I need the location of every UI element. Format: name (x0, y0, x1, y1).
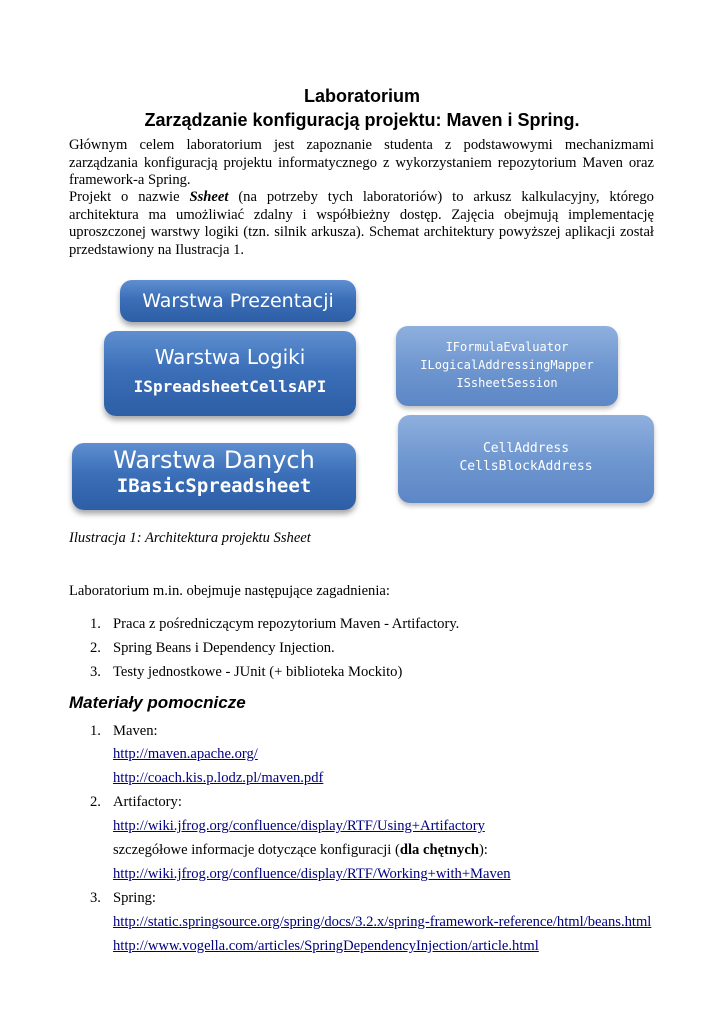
project-name: Ssheet (189, 189, 229, 205)
intro-paragraph-1 (69, 137, 654, 190)
intro-p1-line: framework-a Spring. (69, 172, 191, 188)
details-post: ): (478, 842, 488, 858)
spring-beans-link[interactable]: http://static.springsource.org/spring/docs/3.2.x/spring-framework-reference/html/beans.html (113, 914, 652, 930)
list-item: 3. Spring: (90, 890, 156, 906)
intro-paragraph-2 (69, 189, 654, 259)
intro-p2-line: architektura ma umożliwiać zdalny i współbieżny dostęp. Zajęcia obejmują implementację (69, 206, 654, 223)
architecture-diagram (68, 278, 658, 516)
list-item-text: Artifactory: (113, 794, 182, 810)
list-item: 1. Praca z pośredniczącym repozytorium Maven - Artifactory. (90, 616, 460, 632)
data-layer-api: IBasicSpreadsheet (116, 475, 312, 497)
list-item-text: Maven: (113, 723, 158, 739)
details-text (113, 842, 488, 859)
list-item-text: Spring: (113, 890, 156, 906)
data-layer-box (72, 443, 356, 510)
intro-p2-line: uproszczonej warstwy logiki (tzn. silnik arkusza). Schemat architektury powyższej aplikacji został (69, 224, 654, 240)
list-item-text: Testy jednostkowe - JUnit (+ biblioteka Mockito) (113, 664, 403, 680)
topics-intro: Laboratorium m.in. obejmuje następujące zagadnienia: (69, 583, 390, 599)
interface-label: IFormulaEvaluator (445, 340, 569, 354)
data-layer-label: Warstwa Danych (113, 446, 315, 474)
list-item: 2. Artifactory: (90, 794, 182, 810)
artifactory-link[interactable]: http://wiki.jfrog.org/confluence/display/RTF/Using+Artifactory (113, 818, 485, 834)
presentation-layer-box (120, 280, 356, 322)
intro-p2-first-line (69, 189, 654, 207)
figure-caption: Ilustracja 1: Architektura projektu Ssheet (69, 530, 311, 546)
materials-heading: Materiały pomocnicze (69, 693, 246, 712)
details-bold: dla chętnych (399, 842, 479, 858)
list-item: 2. Spring Beans i Dependency Injection. (90, 640, 335, 656)
maven-pdf-link[interactable]: http://coach.kis.p.lodz.pl/maven.pdf (113, 770, 324, 786)
maven-link[interactable]: http://maven.apache.org/ (113, 746, 258, 762)
list-item-text: Praca z pośredniczącym repozytorium Maven - Artifactory. (113, 616, 460, 632)
document-title-line2: Zarządzanie konfiguracją projektu: Maven i Spring. (144, 110, 580, 130)
intro-p1-line: Głównym celem laboratorium jest zapoznanie studenta z podstawowymi mechanizmami (69, 137, 654, 153)
interface-label: ILogicalAddressingMapper (420, 358, 594, 372)
list-item-text: Spring Beans i Dependency Injection. (113, 640, 335, 656)
intro-p2-post: (na potrzeby tych laboratoriów) to arkusz kalkulacyjny, którego (238, 189, 654, 205)
logic-layer-box (104, 331, 356, 416)
interface-label: ISsheetSession (456, 376, 558, 390)
logic-layer-label: Warstwa Logiki (154, 345, 306, 369)
artifactory-maven-link[interactable]: http://wiki.jfrog.org/confluence/display/RTF/Working+with+Maven (113, 866, 511, 882)
intro-p2-line: przedstawiony na Ilustracja 1. (69, 241, 245, 258)
intro-p2-pre: Projekt o nazwie (69, 189, 190, 205)
intro-p1-line: zarządzania konfiguracją projektu informatycznego z wykorzystaniem repozytorium Maven oraz (69, 154, 654, 171)
details-pre: szczegółowe informacje dotyczące konfiguracji ( (113, 842, 400, 858)
logic-layer-api: ISpreadsheetCellsAPI (133, 377, 327, 396)
data-interfaces-box (398, 415, 654, 503)
list-item: 1. Maven: (90, 723, 158, 739)
list-item: 3. Testy jednostkowe - JUnit (+ biblioteka Mockito) (90, 664, 403, 680)
interface-label: CellsBlockAddress (459, 459, 593, 474)
logic-interfaces-box (396, 326, 618, 406)
document-title-line1: Laboratorium (303, 86, 420, 106)
presentation-layer-label: Warstwa Prezentacji (142, 290, 334, 312)
interface-label: CellAddress (482, 441, 570, 456)
spring-di-link[interactable]: http://www.vogella.com/articles/SpringDependencyInjection/article.html (113, 938, 539, 954)
